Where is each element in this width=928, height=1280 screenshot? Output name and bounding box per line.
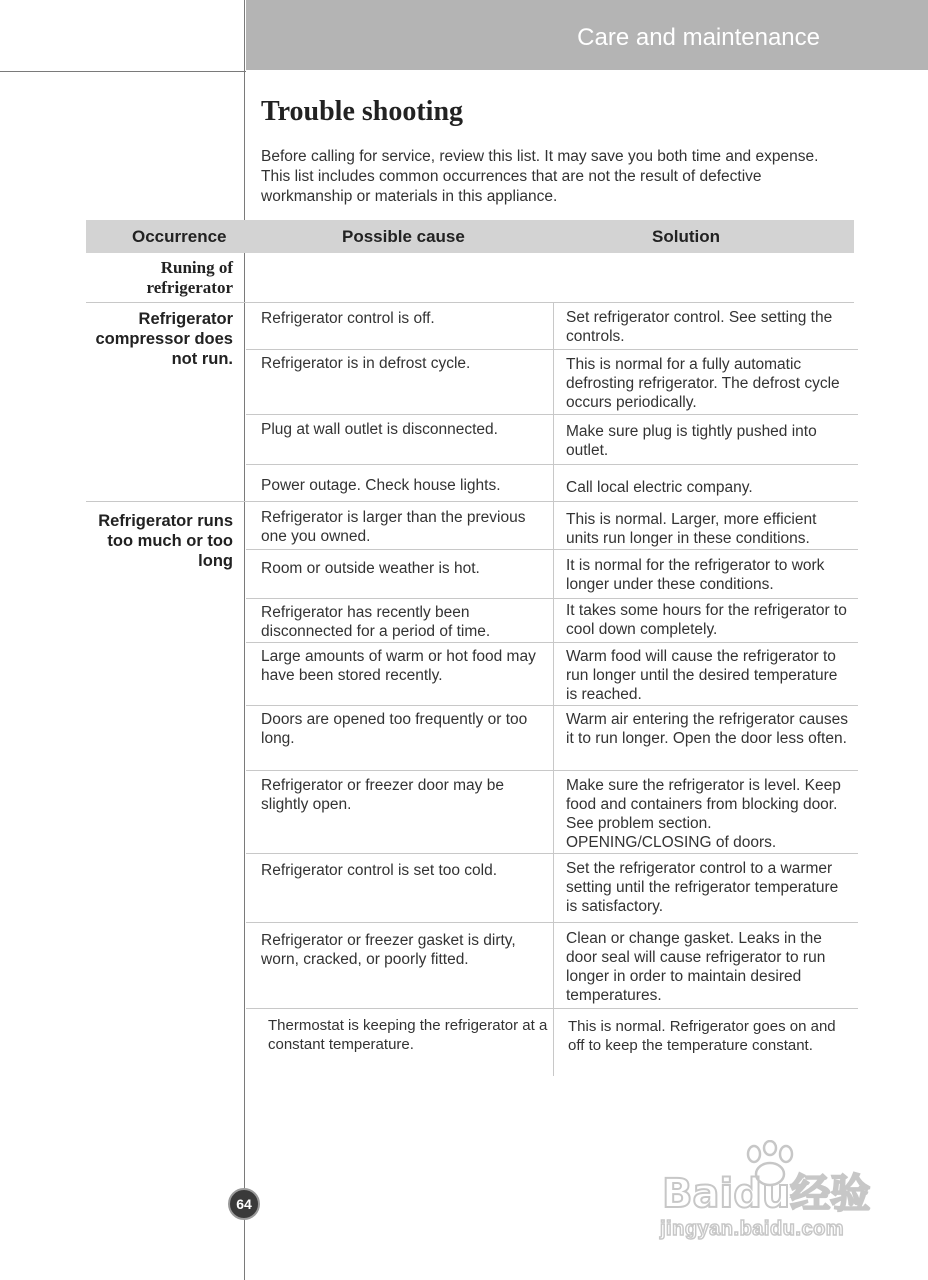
- row-divider: [246, 853, 858, 854]
- solution-cell: Make sure the refrigerator is level. Keep food and containers from blocking door. See problem section. OPENING/CLOSING of doors.: [566, 777, 841, 851]
- row-divider: [246, 464, 858, 465]
- watermark-logo: Baidu经验: [662, 1171, 871, 1217]
- cause-cell: Plug at wall outlet is disconnected.: [261, 421, 498, 438]
- solution-cell: Warm air entering the refrigerator causes it to run longer. Open the door less often.: [566, 711, 848, 747]
- cause-cell: Refrigerator has recently been disconnected for a period of time.: [261, 604, 491, 640]
- row-divider: [86, 302, 854, 303]
- header-rule: [0, 71, 246, 72]
- watermark: [658, 1140, 888, 1250]
- cause-cell: Doors are opened too frequently or too long.: [261, 711, 528, 747]
- group-label: Runing of refrigerator: [146, 258, 233, 297]
- solution-cell: It takes some hours for the refrigerator to cool down completely.: [566, 602, 847, 638]
- intro-paragraph: Before calling for service, review this list. It may save you both time and expense. This list includes common occurrences that are not the result of defective workmanship or materials in this appliance.: [261, 148, 819, 205]
- margin-rule: [244, 0, 245, 1280]
- section-label-compressor: Refrigerator compressor does not run.: [95, 310, 233, 368]
- solution-cell: Set the refrigerator control to a warmer setting until the refrigerator temperature is satisfactory.: [566, 860, 839, 915]
- watermark-url: jingyan.baidu.com: [660, 1218, 845, 1240]
- cause-cell: Thermostat is keeping the refrigerator at a constant temperature.: [268, 1017, 548, 1053]
- cause-cell: Refrigerator or freezer gasket is dirty, worn, cracked, or poorly fitted.: [261, 932, 516, 968]
- row-divider: [246, 414, 858, 415]
- solution-cell: Warm food will cause the refrigerator to run longer until the desired temperature is reached.: [566, 648, 838, 703]
- cause-cell: Room or outside weather is hot.: [261, 560, 480, 577]
- solution-cell: This is normal. Larger, more efficient units run longer in these conditions.: [566, 511, 817, 547]
- header-occurrence: Occurrence: [132, 227, 227, 246]
- header-solution: Solution: [652, 227, 720, 246]
- page-title: Trouble shooting: [261, 96, 464, 127]
- section-label-runs-too-long: Refrigerator runs too much or too long: [98, 512, 233, 570]
- cause-cell: Refrigerator is larger than the previous one you owned.: [261, 509, 526, 545]
- solution-cell: Set refrigerator control. See setting the controls.: [566, 309, 833, 345]
- page-number-badge: 64: [228, 1188, 260, 1220]
- table-header: [86, 220, 854, 253]
- solution-cell: Call local electric company.: [566, 479, 753, 496]
- solution-cell: This is normal for a fully automatic defrosting refrigerator. The defrost cycle occurs periodically.: [566, 356, 840, 411]
- cause-cell: Refrigerator or freezer door may be slightly open.: [261, 777, 504, 813]
- row-divider: [246, 598, 858, 599]
- row-divider: [246, 349, 858, 350]
- header-possible-cause: Possible cause: [342, 227, 465, 246]
- column-divider: [553, 502, 554, 1076]
- row-divider: [246, 549, 858, 550]
- section-title: Care and maintenance: [577, 24, 820, 51]
- cause-cell: Power outage. Check house lights.: [261, 477, 501, 494]
- cause-cell: Refrigerator control is set too cold.: [261, 862, 498, 879]
- column-divider: [553, 303, 554, 501]
- row-divider: [86, 501, 858, 502]
- solution-cell: This is normal. Refrigerator goes on and off to keep the temperature constant.: [568, 1018, 836, 1054]
- solution-cell: Clean or change gasket. Leaks in the door seal will cause refrigerator to run longer in order to maintain desired temperatures.: [566, 930, 826, 1004]
- solution-cell: It is normal for the refrigerator to work longer under these conditions.: [566, 557, 825, 593]
- cause-cell: Refrigerator control is off.: [261, 310, 435, 327]
- cause-cell: Large amounts of warm or hot food may have been stored recently.: [261, 648, 536, 684]
- row-divider: [246, 642, 858, 643]
- row-divider: [246, 1008, 858, 1009]
- row-divider: [246, 922, 858, 923]
- row-divider: [246, 770, 858, 771]
- header-bar: [246, 0, 928, 70]
- solution-cell: Make sure plug is tightly pushed into outlet.: [566, 423, 817, 459]
- cause-cell: Refrigerator is in defrost cycle.: [261, 355, 471, 372]
- row-divider: [246, 705, 858, 706]
